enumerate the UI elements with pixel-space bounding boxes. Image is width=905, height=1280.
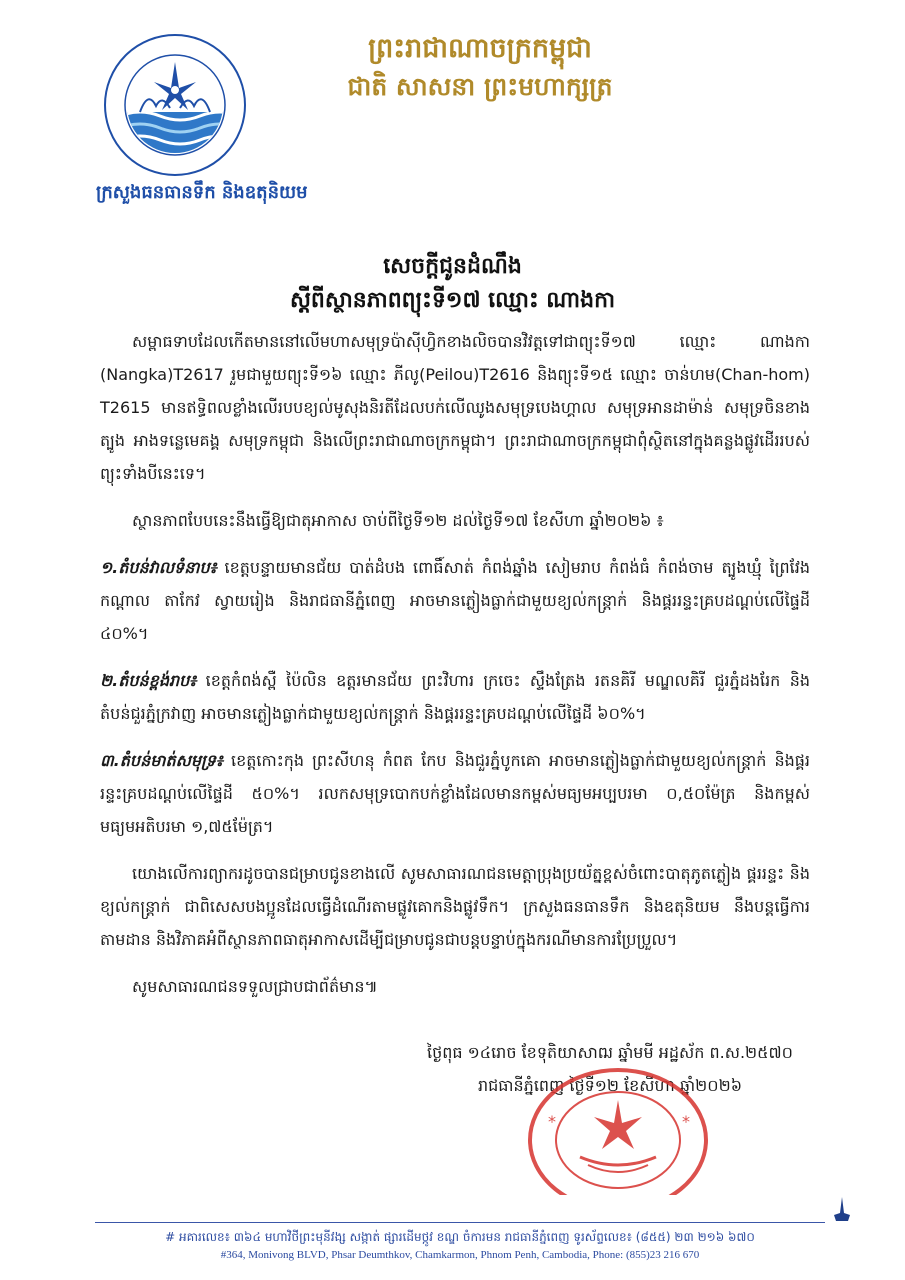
paragraph-closing: សូមសាធារណជនទទួលជ្រាបជាព័ត៌មាន៕ xyxy=(132,977,378,996)
footer-address-english: #364, Monivong BLVD, Phsar Deumthkov, Chamkarmon, Phnom Penh, Cambodia, Phone: (855)23 216 670 xyxy=(220,1249,700,1261)
notice-heading: សេចក្តីជូនដំណឹង xyxy=(383,254,522,279)
kingdom-name: ព្រះរាជាណាចក្រកម្ពុជា xyxy=(368,33,592,64)
ministry-logo xyxy=(100,30,250,180)
footer-divider xyxy=(95,1222,825,1223)
paragraph-advisory: យោងលើការព្យាករដូចបានជម្រាបជូនខាងលើ សូមសាធារណជនមេត្តាប្រុងប្រយ័ត្នខ្ពស់ចំពោះបាតុភូតភ្លៀង ផ្គររន្ទះ និងខ្យល់កន្ត្រាក់ ជាពិសេសបងប្អូនដែលធ្វើដំណើរតាមផ្លូវគោកនិងផ្លូវទឹក។ ក្រសួងធនធានទឹក និងឧតុនិយម នឹងបន្តធ្វើការតាមដាន និងវិភាគអំពីស្ថានភាពធាតុអាកាសដើម្បីជម្រាបជូនជាបន្តបន្ទាប់ក្នុងករណីមានការប្រែប្រួល។ xyxy=(100,864,810,949)
official-stamp xyxy=(518,1045,718,1195)
ministry-name: ក្រសួងធនធានទឹក និងឧតុនិយម xyxy=(96,182,308,203)
lunar-date: ថ្ងៃពុធ ១៤រោច ខែទុតិយាសាឍ ឆ្នាំមមី អដ្ឋស័ក ព.ស.២៥៧០ xyxy=(427,1043,793,1062)
pen-mark-icon xyxy=(830,1195,854,1223)
footer-address xyxy=(95,1228,825,1264)
region-coastal-text: ខេត្តកោះកុង ព្រះសីហនុ កំពត កែប និងជួរភ្នំបូកគោ អាចមានភ្លៀងធ្លាក់ជាមួយខ្យល់កន្ត្រាក់ និងផ្គររន្ទះគ្របដណ្តប់លើផ្ទៃដី ៥០%។ រលកសមុទ្របោកបក់ខ្លាំងដែលមានកម្ពស់មធ្យមអប្បបរមា ០,៥០ម៉ែត្រ និងកម្ពស់មធ្យមអតិបរមា ១,៧៥ម៉ែត្រ។ xyxy=(100,751,810,836)
footer-address-khmer: # អគារលេខ៖ ៣៦៤ មហាវិថីព្រះមុនីវង្ស សង្កាត់ ផ្សារដើមថ្កូវ ខណ្ឌ ចំការមន រាជធានីភ្នំពេញ ទូរស័ព្ទលេខ៖ (៨៥៥) ២៣ ២១៦ ៦៧០ xyxy=(165,1230,755,1244)
region-highland-label: ២.តំបន់ខ្ពង់រាប៖ xyxy=(100,671,197,690)
kingdom-motto xyxy=(330,30,630,106)
notice-subject: ស្តីពីស្ថានភាពព្យុះទី១៧ ឈ្មោះ ណាងកា xyxy=(289,288,616,313)
region-lowland-text: ខេត្តបន្ទាយមានជ័យ បាត់ដំបង ពោធិ៍សាត់ កំពង់ឆ្នាំង សៀមរាប កំពង់ធំ កំពង់ចាម ត្បូងឃ្មុំ ព្រៃវែង កណ្តាល តាកែវ ស្វាយរៀង និងរាជធានីភ្នំពេញ អាចមានភ្លៀងធ្លាក់ជាមួយខ្យល់កន្ត្រាក់ និងផ្គររន្ទះគ្របដណ្តប់លើផ្ទៃដី ៤០%។ xyxy=(100,558,810,643)
paragraph-intro: សម្ពាធទាបដែលកើតមាននៅលើមហាសមុទ្រប៉ាស៊ីហ្វិកខាងលិចបានវិវត្តទៅជាព្យុះទី១៧ ឈ្មោះ ណាងកា (Nangka)T2617 រួមជាមួយព្យុះទី១៦ ឈ្មោះ ភីលូ(Peilou)T2616 និងព្យុះទី១៥ ឈ្មោះ ចាន់ហម(Chan-hom) T2615 មានឥទ្ធិពលខ្លាំងលើរបបខ្យល់មូសុងនិរតីដែលបក់លើឈូងសមុទ្របេងហ្គាល សមុទ្រអានដាម៉ាន់ សមុទ្រចិនខាងត្បូង អាងទន្លេមេគង្គ សមុទ្រកម្ពុជា និងលើព្រះរាជាណាចក្រកម្ពុជា។ ព្រះរាជាណាចក្រកម្ពុជាពុំស្ថិតនៅក្នុងគន្លងផ្លូវដើររបស់ព្យុះទាំងបីនេះទេ។ xyxy=(100,332,810,483)
paragraph-forecast-period: ស្ថានភាពបែបនេះនឹងធ្វើឱ្យជាតុអាកាស ចាប់ពីថ្ងៃទី១២ ដល់ថ្ងៃទី១៧ ខែសីហា ឆ្នាំ២០២៦ ៖ xyxy=(132,511,664,530)
solar-date: រាជធានីភ្នំពេញ ថ្ងៃទី១២ ខែសីហា ឆ្នាំ២០២៦ xyxy=(477,1076,743,1095)
region-highland-text: ខេត្តកំពង់ស្ពឺ ប៉ៃលិន ឧត្តរមានជ័យ ព្រះវិហារ ក្រចេះ ស្ទឹងត្រែង រតនគិរី មណ្ឌលគិរី ជួរភ្នំដងរែក និងតំបន់ជួរភ្នំក្រវាញ អាចមានភ្លៀងធ្លាក់ជាមួយខ្យល់កន្ត្រាក់ និងផ្គររន្ទះគ្របដណ្តប់លើផ្ទៃដី ៦០%។ xyxy=(100,671,810,723)
notice-title xyxy=(0,250,905,318)
region-coastal-label: ៣.តំបន់មាត់សមុទ្រ៖ xyxy=(100,751,223,770)
region-coastal xyxy=(100,744,810,843)
svg-text:*: * xyxy=(548,1112,556,1131)
svg-text:*: * xyxy=(682,1112,690,1131)
region-lowland-label: ១.តំបន់វាលទំនាប៖ xyxy=(100,558,217,577)
notice-body xyxy=(100,325,810,1017)
nation-religion-king: ជាតិ សាសនា ព្រះមហាក្សត្រ xyxy=(347,72,613,101)
region-lowland xyxy=(100,551,810,650)
region-highland xyxy=(100,664,810,730)
